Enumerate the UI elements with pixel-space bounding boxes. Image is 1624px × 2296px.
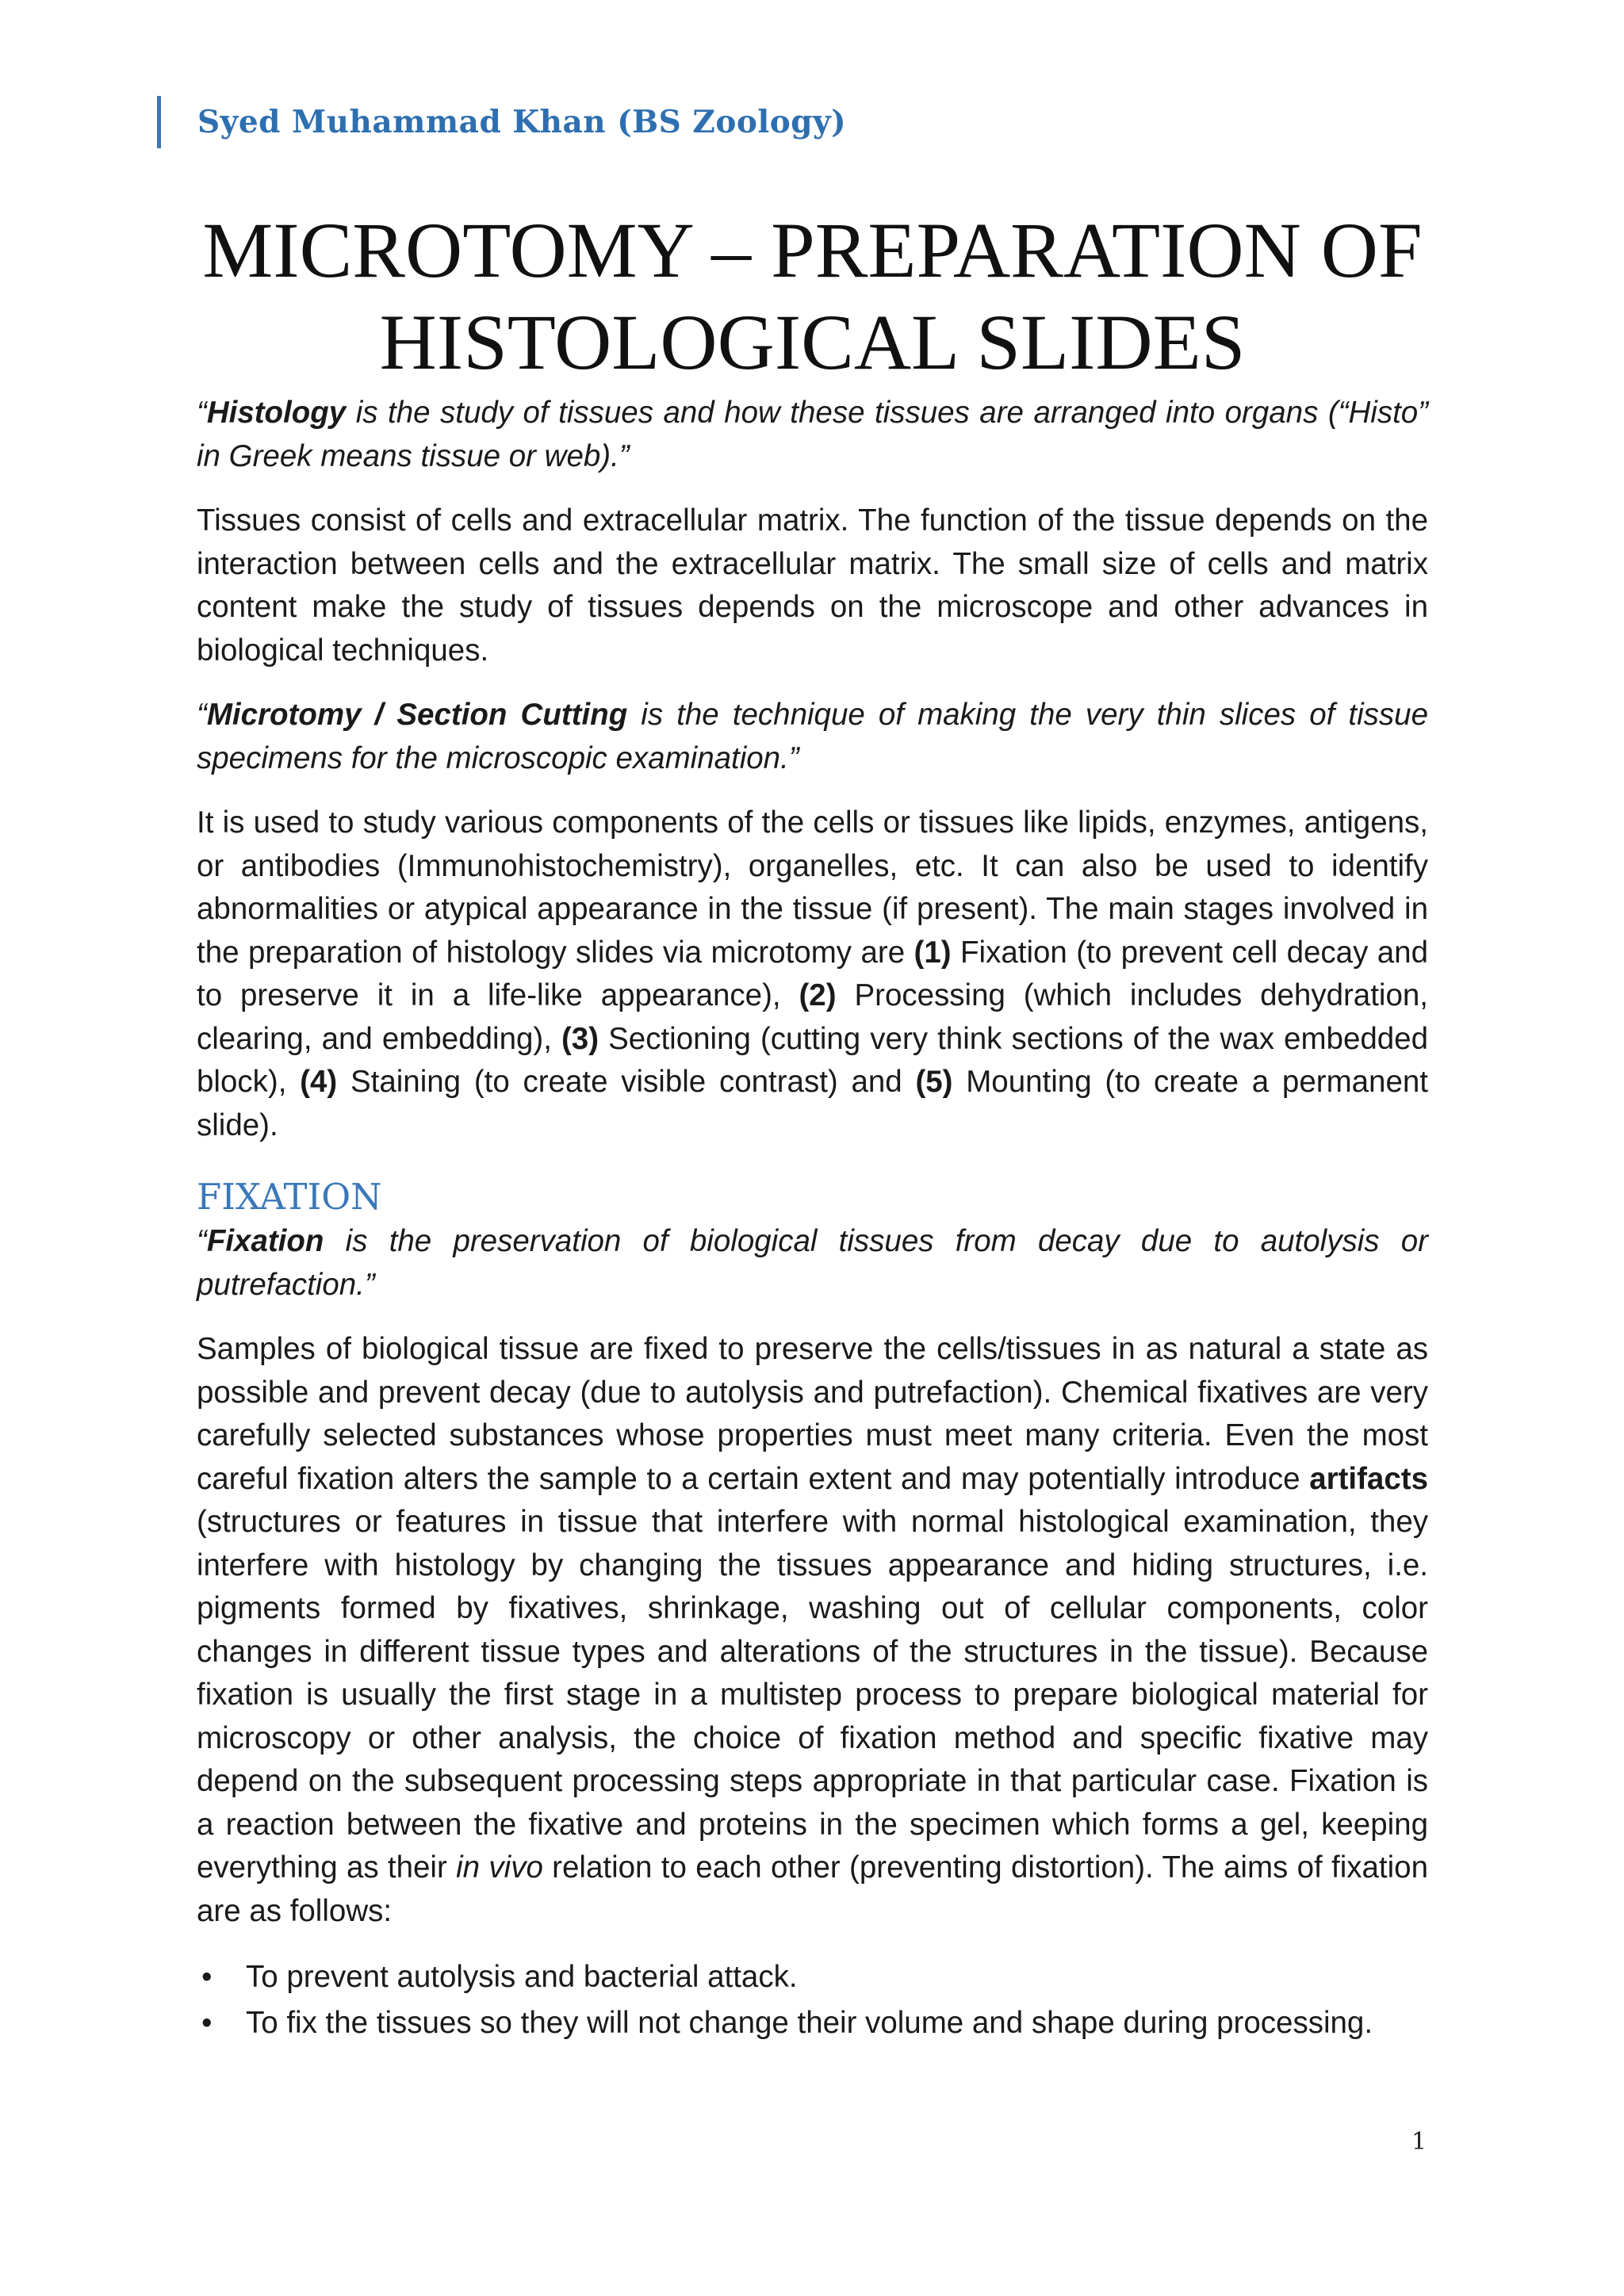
histology-definition-text: is the study of tissues and how these tissues are arranged into organs (“Histo” in Greek means tissue or web).” (197, 396, 1428, 473)
microtomy-term: Microtomy / Section Cutting (206, 698, 628, 732)
open-quote: “ (197, 1224, 207, 1258)
fixation-text: relation to each other (preventing distortion). The aims of fixation are as follows: (197, 1850, 1428, 1928)
stage-number: (3) (561, 1021, 599, 1056)
fixation-definition (197, 1220, 1428, 1307)
open-quote: “ (197, 698, 207, 732)
fixation-text: Samples of biological tissue are fixed to preserve the cells/tissues in as natural a state as possible and prevent decay (due to autolysis and putrefaction). Chemical fixatives are very carefully selected substances whose properties must meet many criteria. Even the most careful fixation alters the sample to a certain extent and may potentially introduce (197, 1332, 1428, 1496)
stages-text: It is used to study various components of the cells or tissues like lipids, enzymes, antigens, or antibodies (Immunohistochemistry), organelles, etc. It can also be used to identify abnormalities or atypical appearance in the tissue (if present). The main stages involved in the preparation of histology slides via microtomy are (197, 806, 1428, 970)
page-number: 1 (1411, 2128, 1427, 2156)
fixation-term: Fixation (206, 1224, 324, 1258)
title-line-1: MICROTOMY – PREPARATION OF (202, 206, 1423, 294)
stage-number: (4) (300, 1065, 338, 1099)
page-title (197, 205, 1428, 388)
in-vivo-term: in vivo (456, 1850, 543, 1885)
stages-text: Staining (to create visible contrast) and (337, 1065, 916, 1099)
microtomy-definition (197, 694, 1428, 780)
fixation-definition-text: is the preservation of biological tissues from decay due to autolysis or putrefaction.” (197, 1224, 1428, 1302)
microtomy-definition-text: is the technique of making the very thin slices of tissue specimens for the microscopic examination.” (197, 698, 1429, 775)
stage-number: (1) (914, 935, 952, 970)
title-line-2: HISTOLOGICAL SLIDES (379, 298, 1246, 386)
stage-number: (5) (915, 1065, 953, 1099)
artifacts-term: artifacts (1309, 1461, 1428, 1496)
list-item: • To fix the tissues so they will not change their volume and shape during processing. (197, 2000, 1428, 2046)
histology-term: Histology (206, 396, 347, 430)
open-quote: “ (197, 396, 207, 430)
stages-paragraph (197, 802, 1428, 1147)
stages-text: Fixation (to prevent cell decay and to preserve it in a life-like appearance), (197, 935, 1428, 1012)
fixation-aims-list (197, 1954, 1428, 2046)
list-item: • To prevent autolysis and bacterial attack. (197, 1954, 1428, 2000)
fixation-heading: FIXATION (197, 1176, 382, 1218)
fixation-paragraph (197, 1328, 1428, 1933)
document-body (197, 205, 1428, 2046)
tissues-paragraph: Tissues consist of cells and extracellular matrix. The function of the tissue depends on the interaction between cells and the extracellular matrix. The small size of cells and matrix content make the study of tissues depends on the microscope and other advances in biological techniques. (197, 503, 1428, 668)
stages-text: Mounting (to create a permanent slide). (197, 1065, 1428, 1142)
author-header: Syed Muhammad Khan (BS Zoology) (197, 104, 847, 140)
page-header (157, 94, 846, 151)
stage-number: (2) (799, 978, 837, 1012)
stages-text: Sectioning (cutting very think sections of the wax embedded block), (197, 1021, 1429, 1099)
header-accent-bar (157, 96, 161, 148)
fixation-text: (structures or features in tissue that interfere with normal histological examination, they interfere with histology by changing the tissues appearance and hiding structures, i.e. pigments formed by fixatives, shrinkage, washing out of cellular components, color changes in different tissue types and alterations of the structures in the tissue). Because fixation is usually the first stage in a multistep process to prepare biological material for microscopy or other analysis, the choice of fixation method and specific fixative may depend on the subsequent processing steps appropriate in that particular case. Fixation is a reaction between the fixative and proteins in the specimen which forms a gel, keeping everything as their (197, 1505, 1428, 1885)
histology-definition (197, 392, 1428, 478)
stages-text: Processing (which includes dehydration, clearing, and embedding), (197, 978, 1428, 1056)
